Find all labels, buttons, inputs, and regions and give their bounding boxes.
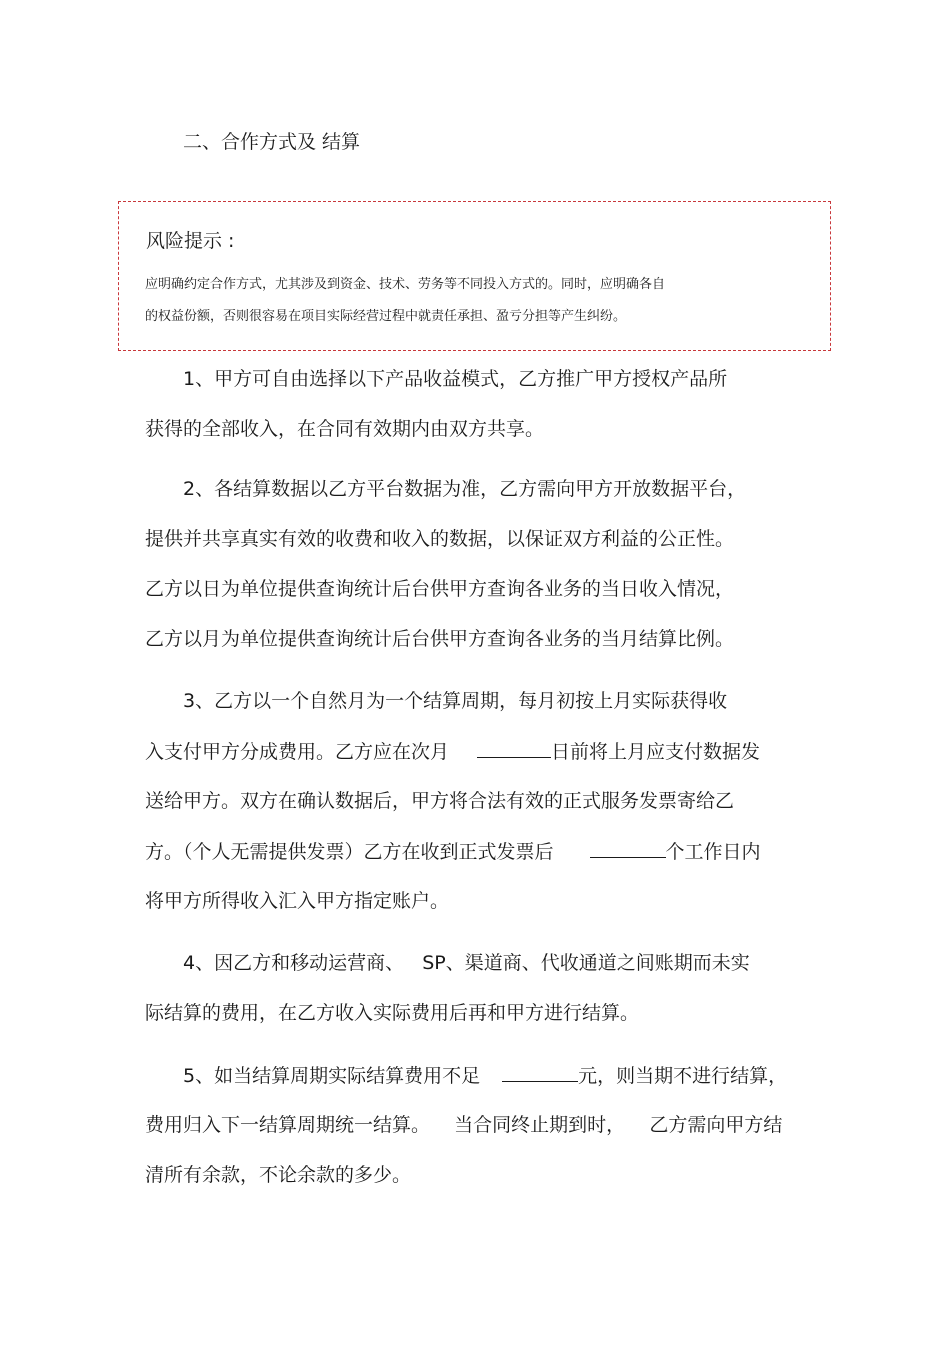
fill-in-blank-workdays[interactable] bbox=[590, 837, 666, 858]
risk-notice-box bbox=[118, 201, 831, 351]
clause-5-line-1-text-a: 5、如当结算周期实际结算费用不足 bbox=[183, 1065, 481, 1087]
fill-in-blank-days[interactable] bbox=[477, 737, 551, 758]
clause-3-line-5: 将甲方所得收入汇入甲方指定账户。 bbox=[145, 890, 450, 912]
clause-3-line-2-text-b: 日前将上月应支付数据发 bbox=[551, 741, 761, 763]
clause-5-line-2: 费用归入下一结算周期统一结算。 当合同终止期到时， 乙方需向甲方结 bbox=[145, 1114, 783, 1136]
fill-in-blank-amount[interactable] bbox=[502, 1061, 578, 1082]
clause-5-line-1 bbox=[183, 1061, 787, 1090]
clause-2-line-3: 乙方以日为单位提供查询统计后台供甲方查询各业务的当日收入情况， bbox=[145, 578, 735, 600]
risk-notice-line-1: 应明确约定合作方式，尤其涉及到资金、技术、劳务等不同投入方式的。同时，应明确各自 bbox=[145, 277, 666, 292]
clause-1-line-2: 获得的全部收入，在合同有效期内由双方共享。 bbox=[145, 418, 545, 440]
clause-1-line-1: 1、甲方可自由选择以下产品收益模式，乙方推广甲方授权产品所 bbox=[183, 368, 728, 390]
clause-3-line-4-text-a: 方。（个人无需提供发票）乙方在收到正式发票后 bbox=[145, 841, 554, 863]
clause-3-line-1: 3、乙方以一个自然月为一个结算周期，每月初按上月实际获得收 bbox=[183, 690, 728, 712]
clause-2-line-4: 乙方以月为单位提供查询统计后台供甲方查询各业务的当月结算比例。 bbox=[145, 628, 735, 650]
clause-4-line-2: 际结算的费用，在乙方收入实际费用后再和甲方进行结算。 bbox=[145, 1002, 640, 1024]
risk-notice-line-2: 的权益份额，否则很容易在项目实际经营过程中就责任承担、盈亏分担等产生纠纷。 bbox=[145, 309, 627, 324]
clause-3-line-4 bbox=[145, 837, 761, 866]
section-heading: 二、合作方式及 结算 bbox=[183, 131, 361, 153]
clause-2-line-1: 2、各结算数据以乙方平台数据为准，乙方需向甲方开放数据平台， bbox=[183, 478, 747, 500]
clause-3-line-2 bbox=[145, 737, 760, 766]
clause-3-line-3: 送给甲方。双方在确认数据后，甲方将合法有效的正式服务发票寄给乙 bbox=[145, 790, 735, 812]
clause-3-line-2-text-a: 入支付甲方分成费用。乙方应在次月 bbox=[145, 741, 450, 763]
clause-5-line-1-text-b: 元，则当期不进行结算， bbox=[578, 1065, 788, 1087]
clause-5-line-3: 清所有余款，不论余款的多少。 bbox=[145, 1164, 412, 1186]
clause-4-line-1: 4、因乙方和移动运营商、 SP、渠道商、代收通道之间账期而未实 bbox=[183, 952, 750, 974]
clause-3-line-4-text-b: 个工作日内 bbox=[665, 841, 761, 863]
clause-2-line-2: 提供并共享真实有效的收费和收入的数据，以保证双方利益的公正性。 bbox=[145, 528, 735, 550]
risk-notice-title: 风险提示 : bbox=[146, 230, 235, 252]
